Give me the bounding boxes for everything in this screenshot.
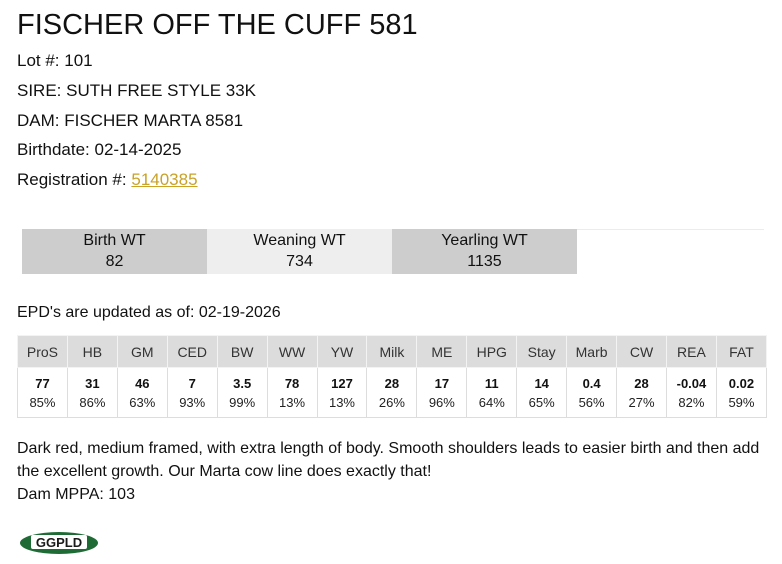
epd-cell — [417, 368, 467, 418]
epd-value: 31 — [85, 375, 100, 391]
weight-label: Weaning WT — [253, 232, 346, 249]
epd-accuracy: 26% — [378, 394, 405, 410]
epd-value: 78 — [284, 375, 300, 391]
epd-header-me: ME — [417, 336, 467, 368]
epd-accuracy: 59% — [728, 394, 755, 410]
epd-value: 77 — [35, 375, 50, 391]
epd-accuracy: 13% — [328, 394, 355, 410]
epd-value: 11 — [484, 375, 499, 391]
epd-accuracy: 13% — [279, 394, 306, 410]
epd-accuracy: 64% — [478, 394, 505, 410]
dam-mppa: Dam MPPA: 103 — [17, 486, 135, 503]
epd-header-yw: YW — [317, 336, 367, 368]
epd-cell — [467, 368, 517, 418]
epd-header-gm: GM — [117, 336, 167, 368]
epd-cell — [517, 368, 567, 418]
epd-value: 17 — [434, 375, 450, 391]
epd-header-ced: CED — [167, 336, 217, 368]
registration-link[interactable]: 5140385 — [131, 170, 198, 190]
epd-header-cw: CW — [617, 336, 667, 368]
epd-value: 127 — [331, 375, 353, 391]
epd-value: 46 — [135, 375, 150, 391]
epd-cell — [567, 368, 617, 418]
epd-value: 28 — [384, 375, 400, 391]
epd-accuracy: 56% — [578, 394, 605, 410]
epd-accuracy: 85% — [29, 394, 56, 410]
epd-header-rea: REA — [666, 336, 716, 368]
epd-cell — [716, 368, 766, 418]
ggpld-logo-icon — [18, 527, 100, 562]
ggpld-logo-svg — [18, 527, 100, 557]
epd-header-hpg: HPG — [467, 336, 517, 368]
birthdate: Birthdate: 02-14-2025 — [17, 140, 182, 160]
epd-accuracy: 82% — [678, 394, 705, 410]
epd-header-row — [18, 336, 767, 368]
epd-header-pros: ProS — [18, 336, 68, 368]
epd-value: 0.4 — [582, 375, 601, 391]
epd-cell — [167, 368, 217, 418]
animal-info — [17, 50, 256, 199]
epd-cell — [267, 368, 317, 418]
epd-cell — [367, 368, 417, 418]
epd-cell — [67, 368, 117, 418]
epd-cell — [18, 368, 68, 418]
epd-value: 0.02 — [728, 375, 755, 391]
epd-accuracy: 93% — [179, 394, 206, 410]
registration-label: Registration #: — [17, 170, 127, 190]
epd-header-fat: FAT — [716, 336, 766, 368]
epd-accuracy: 99% — [229, 394, 256, 410]
logo-text: GGPLD — [35, 535, 83, 550]
epd-value: 3.5 — [233, 375, 252, 391]
epd-cell — [117, 368, 167, 418]
epd-cell — [317, 368, 367, 418]
weaning-weight-cell — [207, 229, 392, 274]
weights-table — [22, 229, 577, 274]
animal-description: Dark red, medium framed, with extra length of body. Smooth shoulders leads to easier birth and then add the excellent growth. Our Marta cow line does exactly that! — [17, 440, 760, 480]
epd-accuracy: 65% — [528, 394, 555, 410]
epd-value: -0.04 — [676, 375, 707, 391]
weight-label: Yearling WT — [441, 232, 528, 249]
birth-weight-cell — [22, 229, 207, 274]
epd-header-marb: Marb — [567, 336, 617, 368]
weight-value: 734 — [286, 253, 313, 270]
epd-accuracy: 63% — [129, 394, 156, 410]
epd-updated-date: EPD's are updated as of: 02-19-2026 — [17, 304, 281, 321]
epd-accuracy: 86% — [79, 394, 106, 410]
dam-name: DAM: FISCHER MARTA 8581 — [17, 110, 244, 130]
page-title: FISCHER OFF THE CUFF 581 — [17, 9, 418, 41]
epd-table — [17, 335, 767, 418]
weight-value: 1135 — [467, 253, 502, 270]
weight-value: 82 — [105, 253, 124, 270]
yearling-weight-cell — [392, 229, 577, 274]
epd-accuracy: 27% — [628, 394, 655, 410]
epd-header-bw: BW — [217, 336, 267, 368]
registration — [17, 169, 256, 199]
epd-cell — [617, 368, 667, 418]
epd-header-milk: Milk — [367, 336, 417, 368]
epd-value: 14 — [534, 375, 549, 391]
epd-cell — [217, 368, 267, 418]
epd-cell — [666, 368, 716, 418]
epd-value-row — [18, 368, 767, 418]
epd-header-ww: WW — [267, 336, 317, 368]
weight-label: Birth WT — [83, 232, 146, 249]
sire-name: SIRE: SUTH FREE STYLE 33K — [17, 80, 257, 100]
epd-accuracy: 96% — [428, 394, 455, 410]
epd-header-hb: HB — [67, 336, 117, 368]
epd-header-stay: Stay — [517, 336, 567, 368]
epd-value: 28 — [634, 375, 649, 391]
lot-number: Lot #: 101 — [17, 51, 93, 70]
epd-value: 7 — [188, 375, 196, 391]
